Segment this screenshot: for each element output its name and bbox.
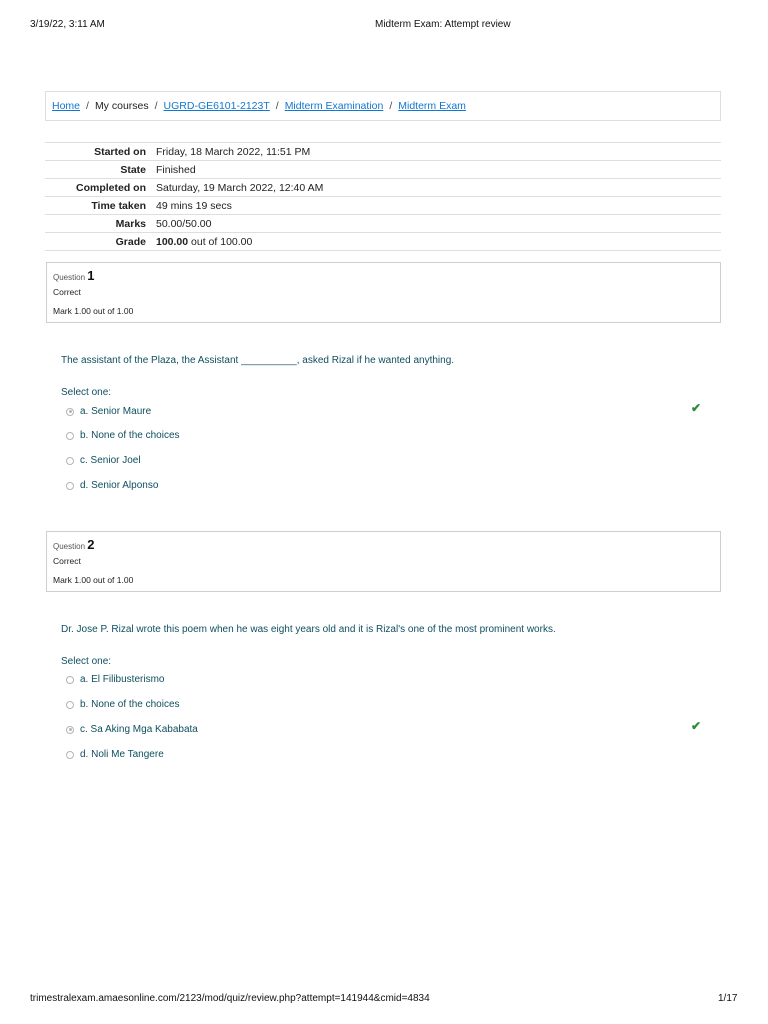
select-one-label: Select one:: [61, 656, 112, 667]
answer-option-label: a. Senior Maure: [80, 406, 152, 417]
answer-option-label: c. Senior Joel: [80, 455, 141, 466]
summary-value: 49 mins 19 secs: [156, 197, 721, 215]
select-one-label: Select one:: [61, 387, 112, 398]
radio-button-selected[interactable]: [66, 408, 74, 416]
attempt-summary-table: [45, 142, 721, 251]
summary-row-marks: [45, 215, 721, 233]
question-mark: Mark 1.00 out of 1.00: [53, 306, 134, 316]
answer-option[interactable]: [66, 699, 180, 710]
answer-option-label: c. Sa Aking Mga Kababata: [80, 724, 198, 735]
question-number: [53, 268, 95, 283]
answer-option[interactable]: [66, 406, 151, 417]
radio-button[interactable]: [66, 482, 74, 490]
answer-option-label: d. Senior Alponso: [80, 480, 159, 491]
summary-value: [156, 233, 721, 251]
summary-value: Saturday, 19 March 2022, 12:40 AM: [156, 179, 721, 197]
breadcrumb-separator: /: [389, 100, 393, 112]
breadcrumb: [45, 91, 721, 121]
breadcrumb-separator: /: [154, 100, 158, 112]
grade-out-of: out of 100.00: [188, 235, 253, 248]
correct-check-icon: ✔: [691, 401, 702, 415]
question-text: Dr. Jose P. Rizal wrote this poem when he was eight years old and it is Rizal's one of the most prominent works.: [61, 624, 556, 635]
answer-option[interactable]: [66, 724, 198, 735]
summary-key: Marks: [45, 215, 156, 233]
answer-option[interactable]: [66, 480, 158, 491]
radio-button[interactable]: [66, 457, 74, 465]
print-footer-url: trimestralexam.amaesonline.com/2123/mod/quiz/review.php?attempt=141944&cmid=4834: [30, 993, 430, 1004]
question-state: Correct: [53, 556, 81, 566]
summary-row-started-on: [45, 143, 721, 161]
question-info-box: [46, 262, 721, 323]
answer-option-label: a. El Filibusterismo: [80, 674, 165, 685]
breadcrumb-course-link[interactable]: UGRD-GE6101-2123T: [163, 100, 270, 112]
question-mark: Mark 1.00 out of 1.00: [53, 575, 134, 585]
correct-check-icon: ✔: [691, 719, 702, 733]
summary-key: Grade: [45, 233, 156, 251]
summary-key: Time taken: [45, 197, 156, 215]
summary-row-grade: [45, 233, 721, 251]
breadcrumb-home-link[interactable]: Home: [52, 100, 81, 112]
answer-option-label: d. Noli Me Tangere: [80, 749, 164, 760]
answer-option[interactable]: [66, 749, 164, 760]
question-text: The assistant of the Plaza, the Assistant __________, asked Rizal if he wanted anything.: [61, 355, 455, 366]
print-footer-page: 1/17: [718, 993, 738, 1004]
breadcrumb-separator: /: [275, 100, 279, 112]
radio-button[interactable]: [66, 432, 74, 440]
breadcrumb-separator: /: [86, 100, 89, 112]
question-state: Correct: [53, 287, 81, 297]
radio-button[interactable]: [66, 701, 74, 709]
print-header-title: Midterm Exam: Attempt review: [375, 19, 511, 30]
summary-key: Completed on: [45, 179, 156, 197]
answer-option[interactable]: [66, 430, 180, 441]
summary-value: Finished: [156, 161, 721, 179]
summary-row-state: [45, 161, 721, 179]
breadcrumb-midterm-examination-link[interactable]: Midterm Examination: [284, 100, 384, 112]
summary-value: 50.00/50.00: [156, 215, 721, 233]
question-number: [53, 537, 95, 552]
answer-option[interactable]: [66, 674, 164, 685]
answer-option-label: b. None of the choices: [80, 699, 180, 710]
question-label: Question: [53, 542, 86, 551]
radio-button[interactable]: [66, 676, 74, 684]
grade-value: 100.00: [156, 235, 189, 248]
radio-button-selected[interactable]: [66, 726, 74, 734]
radio-button[interactable]: [66, 751, 74, 759]
answer-option[interactable]: [66, 455, 141, 466]
summary-row-completed-on: [45, 179, 721, 197]
answer-option-label: b. None of the choices: [80, 430, 180, 441]
question-info-box: [46, 531, 721, 592]
summary-key: Started on: [45, 143, 156, 161]
question-label: Question: [53, 273, 86, 282]
print-header-datetime: 3/19/22, 3:11 AM: [30, 19, 105, 30]
question-number-value: 2: [87, 537, 95, 552]
question-number-value: 1: [87, 268, 95, 283]
summary-row-time-taken: [45, 197, 721, 215]
breadcrumb-my-courses: My courses: [94, 100, 149, 112]
summary-value: Friday, 18 March 2022, 11:51 PM: [156, 143, 721, 161]
summary-key: State: [45, 161, 156, 179]
breadcrumb-midterm-exam-link[interactable]: Midterm Exam: [398, 100, 466, 112]
